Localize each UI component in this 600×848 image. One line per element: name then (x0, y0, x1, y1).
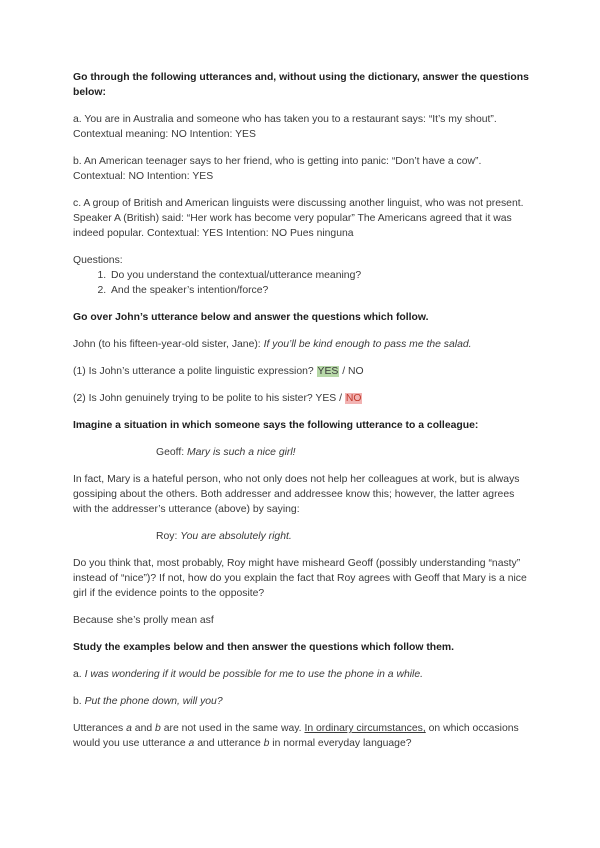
final-text: and utterance (194, 738, 264, 749)
roy-speaker: Roy: (156, 531, 181, 542)
geoff-utterance: Mary is such a nice girl! (187, 447, 296, 458)
final-italic-b: b (155, 723, 161, 734)
q2-text: (2) Is John genuinely trying to be polite to his sister? YES / (73, 393, 345, 404)
answer-text: Because she’s prolly mean asf (73, 615, 214, 626)
section1-heading: Go through the following utterances and, without using the dictionary, answer the questions below: (73, 72, 529, 98)
example-a-prefix: a. (73, 669, 85, 680)
final-text: are not used in the same way. (160, 723, 305, 734)
final-text: on which occasions would you use utterance (73, 723, 519, 749)
question-2 (73, 391, 533, 406)
geoff-line (73, 445, 533, 460)
example-a-text: I was wondering if it would be possible for me to use the phone in a while. (84, 669, 424, 680)
utterance-a: a. You are in Australia and someone who has taken you to a restaurant says: “It’s my shout”. Contextual meaning: NO Intention: YES (73, 114, 497, 140)
document-page (73, 70, 533, 751)
john-utterance: If you’ll be kind enough to pass me the salad. (263, 339, 472, 350)
section2-heading: Go over John’s utterance below and answer the questions which follow. (73, 312, 429, 323)
example-b-text: Put the phone down, will you? (84, 696, 223, 707)
question-1 (73, 364, 533, 379)
mary-paragraph: In fact, Mary is a hateful person, who not only does not help her colleagues at work, but is always gossiping about the others. Both addresser and addressee know this; however, the latter agrees with the addresser’s utterance (above) by saying: (73, 474, 520, 515)
example-b-prefix: b. (73, 696, 85, 707)
john-prefix: John (to his fifteen-year-old sister, Jane): (73, 339, 264, 350)
final-italic-a: a (126, 723, 132, 734)
roy-question: Do you think that, most probably, Roy might have misheard Geoff (possibly understanding “nasty” instead of “nice”)? If not, how do you explain the fact that Roy agrees with Geoff that Mary is a nice girl if the evidence points to the opposite? (73, 558, 527, 599)
questions-label: Questions: (73, 255, 123, 266)
roy-line (73, 529, 533, 544)
final-italic-b: b (263, 738, 270, 749)
final-text: in normal everyday language? (269, 738, 412, 749)
final-text: Utterances (73, 723, 127, 734)
q1-suffix: / NO (339, 366, 364, 377)
geoff-speaker: Geoff: (156, 447, 187, 458)
q1-yes-highlight: YES (317, 366, 339, 377)
final-text: and (131, 723, 156, 734)
example-a (73, 667, 533, 682)
question-item: 2. And the speaker’s intention/force? (109, 283, 533, 298)
question-item: 1. Do you understand the contextual/utterance meaning? (109, 268, 533, 283)
q2-no-highlight: NO (345, 393, 362, 404)
utterance-c: c. A group of British and American linguists were discussing another linguist, who was not present. Speaker A (British) said: “Her work has become very popular” The Americans agreed that it was indeed popular. Contextual: YES Intention: NO Pues ninguna (73, 198, 524, 239)
section3-heading: Imagine a situation in which someone says the following utterance to a colleague: (73, 420, 479, 431)
john-line (73, 337, 533, 352)
final-question (73, 721, 533, 751)
final-underlined: In ordinary circumstances, (304, 723, 426, 734)
q1-text: (1) Is John’s utterance a polite linguistic expression? (73, 366, 317, 377)
questions-list (73, 268, 533, 298)
utterance-b: b. An American teenager says to her friend, who is getting into panic: “Don’t have a cow”. Contextual: NO Intention: YES (73, 156, 482, 182)
roy-utterance: You are absolutely right. (180, 531, 292, 542)
final-italic-a: a (188, 738, 195, 749)
example-b (73, 694, 533, 709)
section4-heading: Study the examples below and then answer the questions which follow them. (73, 642, 455, 653)
